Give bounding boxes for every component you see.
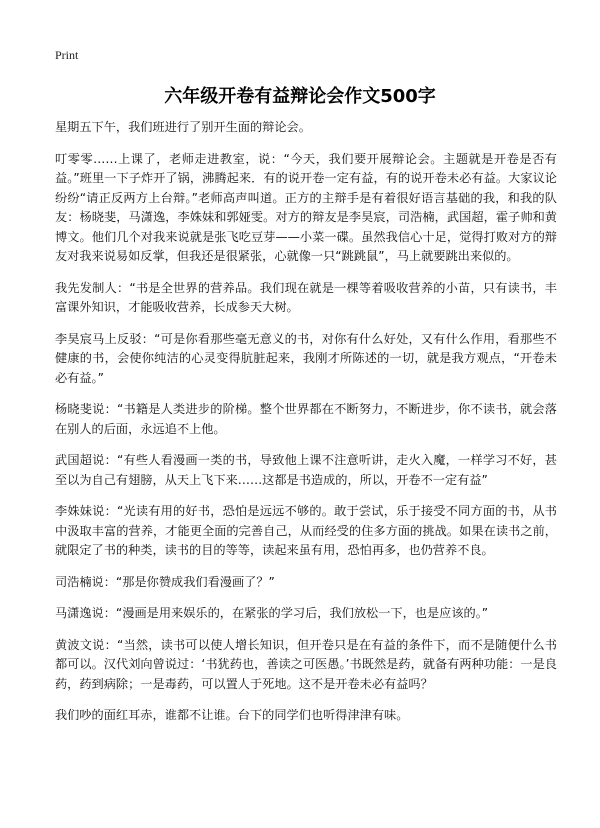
paragraph: 武国超说：“有些人看漫画一类的书，导致他上课不注意听讲，走火入魔，一样学习不好，甚至以为自己有翅膀，从天上飞下来……这都是书造成的，所以，开卷不一定有益” <box>55 453 557 487</box>
paragraph: 司浩楠说：“那是你赞成我们看漫画了？” <box>55 574 275 589</box>
print-label: Print <box>55 48 79 62</box>
paragraph: 杨晓斐说：“书籍是人类进步的阶梯。整个世界都在不断努力，不断进步，你不读书，就会落在别人的后面，永远追不上他。 <box>55 402 557 436</box>
document-title: 六年级开卷有益辩论会作文500字 <box>164 86 436 107</box>
paragraph: 我们吵的面红耳赤，谁都不让谁。台下的同学们也听得津津有味。 <box>55 708 409 722</box>
document-body <box>55 118 557 738</box>
paragraph: 我先发制人：“书是全世界的营养品。我们现在就是一棵等着吸收营养的小苗，只有读书，丰富课外知识，才能吸收营养，长成参天大树。 <box>55 280 557 314</box>
paragraph: 叮零零……上课了，老师走进教室，说：“今天，我们要开展辩论会。主题就是开卷是否有益。”班里一下子炸开了锅，沸腾起来．有的说开卷一定有益，有的说开卷未必有益。大家议论纷纷“请正反两方上台辩。”老师高声叫道。正方的主辩手是有着很好语言基础的我，和我的队友：杨晓斐，马潇逸，李姝妹和郭娅雯。对方的辩友是李昊宸，司浩楠，武国超，霍子帅和黄博文。他们几个对我来说就是张飞吃豆芽——小菜一碟。虽然我信心十足，觉得打败对方的辩友对我来说易如反掌，但我还是很紧张，心就像一只“跳跳鼠”，马上就要跳出来似的。 <box>55 151 557 263</box>
paragraph: 星期五下午，我们班进行了别开生面的辩论会。 <box>55 120 311 134</box>
paragraph: 黄波文说：“当然，读书可以使人增长知识，但开卷只是在有益的条件下，而不是随便什么书都可以。汉代刘向曾说过：‘书犹药也，善读之可医愚。’书既然是药，就备有两种功能：一是良药，药到病除；一是毒药，可以置人于死地。这不是开卷未必有益吗？ <box>55 637 557 691</box>
paragraph: 李昊宸马上反驳：“可是你看那些毫无意义的书，对你有什么好处，又有什么作用，看那些不健康的书，会使你纯洁的心灵变得肮脏起来，我刚才所陈述的一切，就是我方观点，“开卷未必有益。” <box>55 331 557 385</box>
paragraph: 马潇逸说：“漫画是用来娱乐的，在紧张的学习后，我们放松一下，也是应该的。” <box>55 606 489 620</box>
paragraph: 李姝妹说：“光读有用的好书，恐怕是远远不够的。敢于尝试，乐于接受不同方面的书，从书中汲取丰富的营养，才能更全面的完善自己，从而经受的住多方面的挑战。如果在读书之前，就限定了书的种类，读书的目的等等，读起来虽有用，恐怕再多，也仍营养不良。 <box>55 504 557 557</box>
